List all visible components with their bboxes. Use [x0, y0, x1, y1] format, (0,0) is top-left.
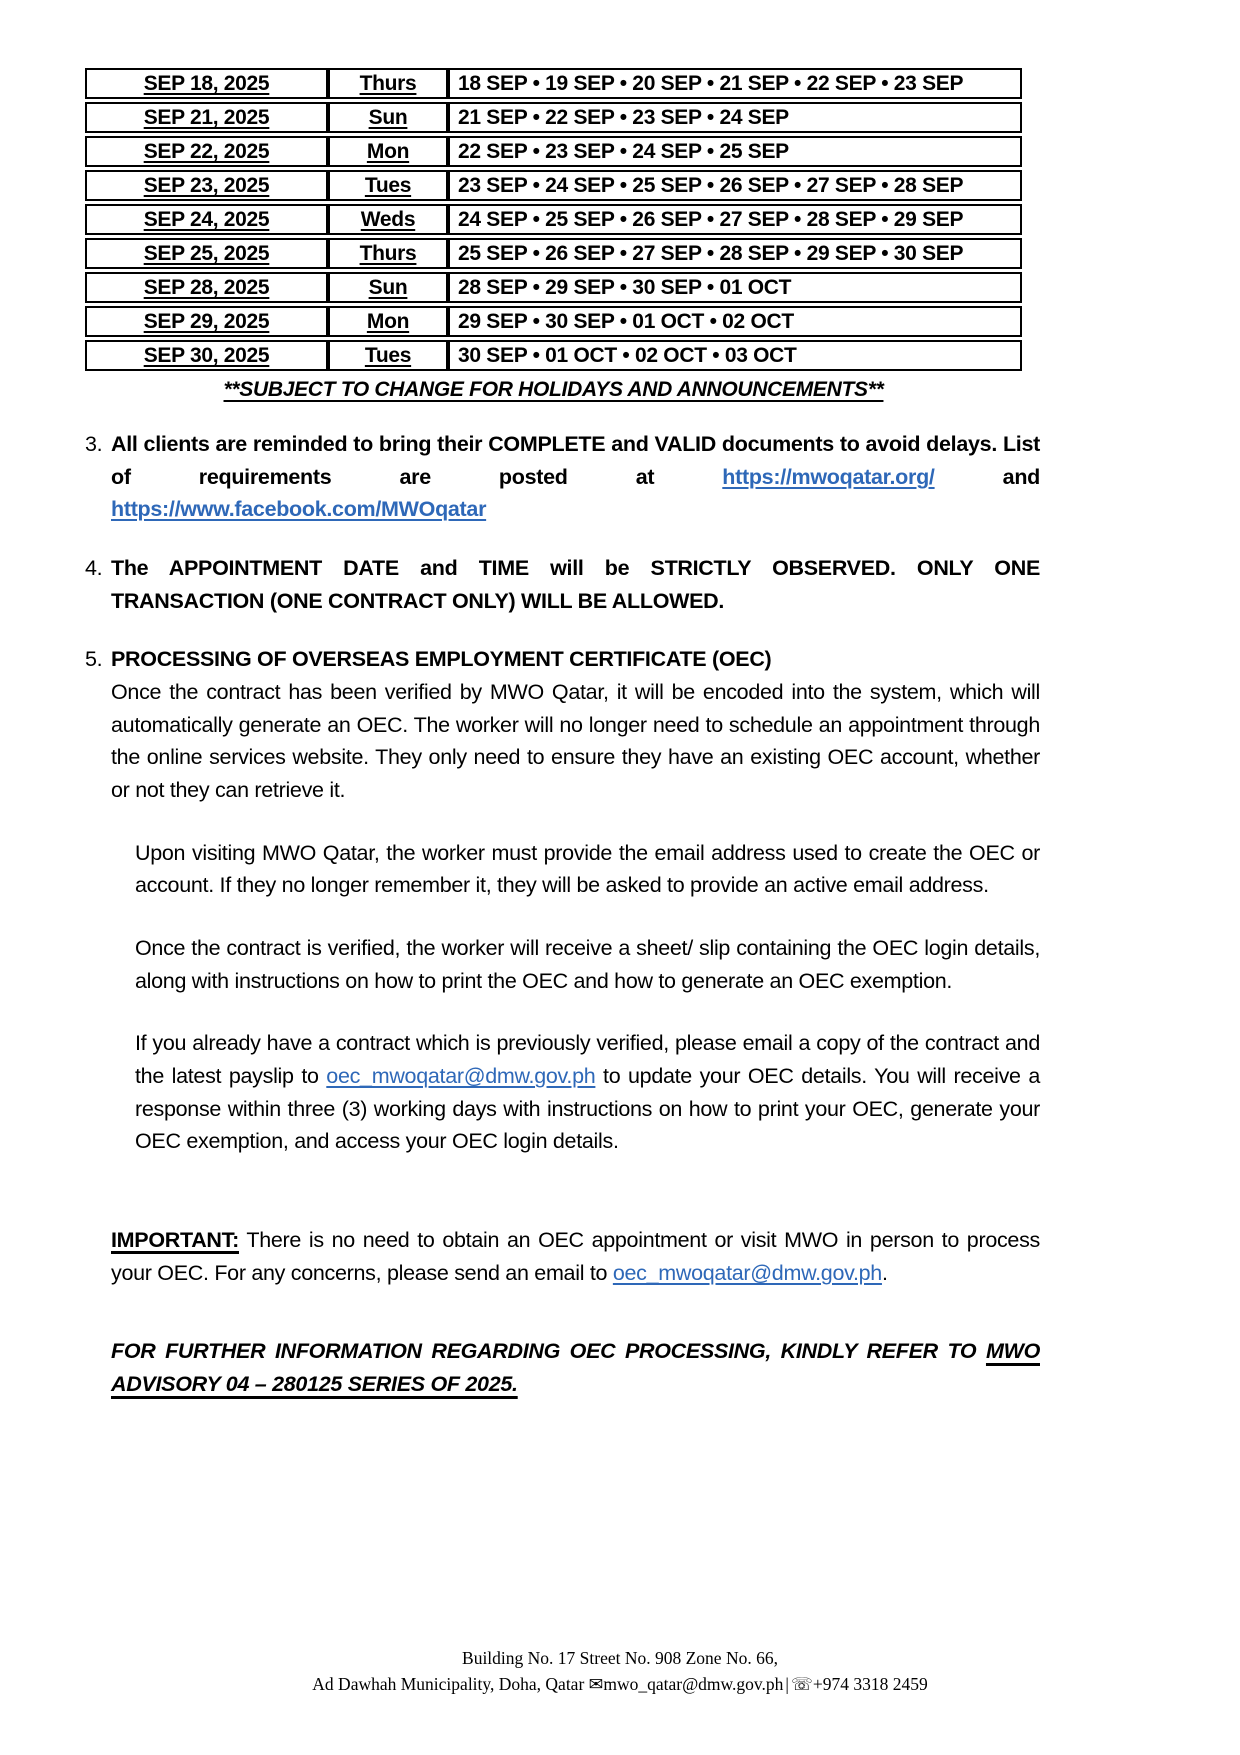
item-5-paragraph-4-before: If you already have a contract which is previously verified, please email a copy of the contract and the latest payslip to — [135, 1031, 1040, 1089]
cell-slots: 18 SEP • 19 SEP • 20 SEP • 21 SEP • 22 SEP • 23 SEP — [448, 68, 1022, 99]
facebook-link[interactable]: https://www.facebook.com/MWOqatar — [111, 497, 487, 522]
item-4-number: 4. — [85, 556, 103, 581]
important-text: There is no need to obtain an OEC appointment or visit MWO in person to process your OEC. For any concerns, please send an email to — [111, 1228, 1040, 1285]
item-5-paragraph-4-after: to update your OEC details. You will receive a response within three (3) working days with instructions on how to print your OEC, generate your OEC exemption, and access your OEC login details. — [135, 1064, 1040, 1154]
item-5-paragraph-4 — [135, 1027, 1040, 1158]
further-info-text: FOR FURTHER INFORMATION REGARDING OEC PROCESSING, KINDLY REFER TO — [111, 1339, 986, 1364]
table-row — [85, 136, 1022, 167]
cell-date: SEP 18, 2025 — [85, 68, 328, 99]
cell-day: Thurs — [328, 238, 448, 269]
cell-slots: 22 SEP • 23 SEP • 24 SEP • 25 SEP — [448, 136, 1022, 167]
cell-date: SEP 25, 2025 — [85, 238, 328, 269]
table-row — [85, 340, 1022, 371]
important-label: IMPORTANT: — [111, 1228, 239, 1253]
cell-slots: 23 SEP • 24 SEP • 25 SEP • 26 SEP • 27 SEP • 28 SEP — [448, 170, 1022, 201]
cell-slots: 30 SEP • 01 OCT • 02 OCT • 03 OCT — [448, 340, 1022, 371]
cell-date: SEP 21, 2025 — [85, 102, 328, 133]
schedule-disclaimer — [85, 378, 1022, 402]
table-row — [85, 68, 1022, 99]
footer-phone: +974 3318 2459 — [812, 1673, 928, 1694]
table-row — [85, 170, 1022, 201]
footer-address-line-2 — [0, 1672, 1240, 1697]
item-5-body — [111, 643, 1040, 806]
cell-day: Sun — [328, 102, 448, 133]
item-3-number: 3. — [85, 432, 103, 456]
footer-separator: | — [785, 1673, 789, 1694]
mwoqatar-link[interactable]: https://mwoqatar.org/ — [722, 464, 935, 489]
cell-day: Tues — [328, 340, 448, 371]
cell-day: Tues — [328, 170, 448, 201]
phone-icon: ☏ — [790, 1673, 813, 1694]
item-3-text — [111, 428, 1040, 526]
cell-day: Thurs — [328, 68, 448, 99]
table-row — [85, 204, 1022, 235]
item-5-number: 5. — [85, 647, 103, 672]
list-item-5 — [85, 643, 1040, 806]
footer-address-line-1: Building No. 17 Street No. 908 Zone No. 66, — [462, 1648, 778, 1669]
item-4-text: The APPOINTMENT DATE and TIME will be STRICTLY OBSERVED. ONLY ONE TRANSACTION (ONE CONTRACT ONLY) WILL BE ALLOWED. — [111, 556, 1040, 613]
item-5-paragraph-2: Upon visiting MWO Qatar, the worker must provide the email address used to create the OEC or account. If they no longer remember it, they will be asked to provide an active email address. — [135, 840, 1040, 898]
item-5-heading: PROCESSING OF OVERSEAS EMPLOYMENT CERTIFICATE (OEC) — [111, 647, 772, 672]
footer-email: mwo_qatar@dmw.gov.ph — [603, 1673, 784, 1694]
important-note — [111, 1224, 1040, 1289]
schedule-disclaimer-text: **SUBJECT TO CHANGE FOR HOLIDAYS AND ANNOUNCEMENTS** — [223, 378, 884, 401]
item-5-paragraph-1: Once the contract has been verified by MWO Qatar, it will be encoded into the system, which will automatically generate an OEC. The worker will no longer need to schedule an appointment through the online services website. They only need to ensure they have an existing OEC account, whether or not they can retrieve it. — [111, 680, 1040, 803]
advisory-reference: MWO ADVISORY 04 – 280125 SERIES OF 2025. — [111, 1339, 1040, 1397]
list-item-3 — [85, 428, 1040, 526]
cell-date: SEP 29, 2025 — [85, 306, 328, 337]
schedule-table-body — [85, 68, 1022, 371]
cell-slots: 29 SEP • 30 SEP • 01 OCT • 02 OCT — [448, 306, 1022, 337]
important-period: . — [881, 1260, 888, 1285]
appointment-schedule-table — [85, 65, 1022, 374]
cell-day: Mon — [328, 136, 448, 167]
cell-date: SEP 22, 2025 — [85, 136, 328, 167]
table-row — [85, 102, 1022, 133]
item-3-text-mid: and — [934, 464, 1040, 489]
oec-email-link-2[interactable]: oec_mwoqatar@dmw.gov.ph — [612, 1260, 882, 1285]
envelope-icon: ✉ — [588, 1673, 604, 1694]
oec-email-link[interactable]: oec_mwoqatar@dmw.gov.ph — [326, 1064, 596, 1089]
cell-day: Weds — [328, 204, 448, 235]
table-row — [85, 272, 1022, 303]
page-footer — [0, 1646, 1240, 1755]
table-row — [85, 306, 1022, 337]
list-item-4 — [85, 552, 1040, 617]
cell-slots: 28 SEP • 29 SEP • 30 SEP • 01 OCT — [448, 272, 1022, 303]
table-row — [85, 238, 1022, 269]
cell-day: Mon — [328, 306, 448, 337]
further-information-note — [111, 1335, 1040, 1400]
cell-date: SEP 30, 2025 — [85, 340, 328, 371]
footer-address: Ad Dawhah Municipality, Doha, Qatar — [312, 1673, 589, 1694]
cell-date: SEP 28, 2025 — [85, 272, 328, 303]
cell-slots: 21 SEP • 22 SEP • 23 SEP • 24 SEP — [448, 102, 1022, 133]
cell-date: SEP 24, 2025 — [85, 204, 328, 235]
cell-date: SEP 23, 2025 — [85, 170, 328, 201]
item-3-text-before: All clients are reminded to bring their COMPLETE and VALID documents to avoid delays. List of requirements are posted at — [111, 432, 1040, 489]
cell-day: Sun — [328, 272, 448, 303]
cell-slots: 25 SEP • 26 SEP • 27 SEP • 28 SEP • 29 SEP • 30 SEP — [448, 238, 1022, 269]
item-5-paragraph-3: Once the contract is verified, the worker will receive a sheet/ slip containing the OEC login details, along with instructions on how to print the OEC and how to generate an OEC exemption. — [135, 936, 1040, 993]
cell-slots: 24 SEP • 25 SEP • 26 SEP • 27 SEP • 28 SEP • 29 SEP — [448, 204, 1022, 235]
